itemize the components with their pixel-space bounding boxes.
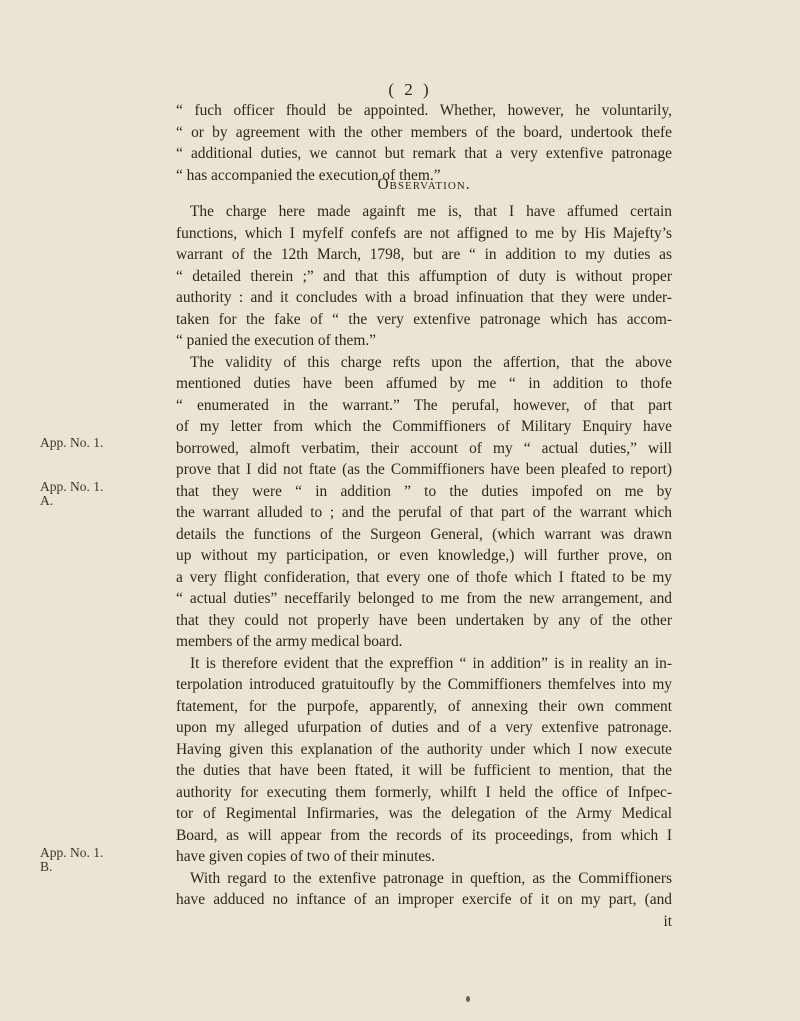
body-line: members of the army medical board. xyxy=(176,633,403,650)
body-line: “ actual duties” neceffarily belonged to me from the new arrangement, and xyxy=(176,590,672,607)
body-line: It is therefore evident that the expreffion “ in addition” is in reality an in- xyxy=(190,654,672,672)
body-line: mentioned duties have been affumed by me “ in addition to thofe xyxy=(176,375,672,392)
margin-note-line: App. No. 1. xyxy=(40,435,104,450)
body-line: “ panied the execution of them.” xyxy=(176,332,376,349)
body-line: With regard to the extenfive patronage in queftion, as the Commiffioners xyxy=(190,869,672,887)
body-line: up without my participation, or even knowledge,) will further prove, on xyxy=(176,547,672,564)
margin-note xyxy=(40,480,103,508)
margin-note xyxy=(40,846,103,874)
ink-blot xyxy=(466,996,470,1002)
quote-line: “ has accompanied the execution of them.” xyxy=(176,166,441,184)
quote-block xyxy=(176,100,672,186)
body-line: that they could not properly have been undertaken by any of the other xyxy=(176,611,672,629)
body-line: ftatement, for the purpofe, apparently, of annexing their own comment xyxy=(176,697,672,715)
body-line: have adduced no inftance of an improper exercife of it on my part, (and xyxy=(176,891,672,908)
body-line: that they were “ in addition ” to the duties impofed on me by xyxy=(176,482,672,500)
body-line: tor of Regimental Infirmaries, was the delegation of the Army Medical xyxy=(176,805,672,822)
body-line: terpolation introduced gratuitoufly by the Commiffioners themfelves into my xyxy=(176,676,672,693)
margin-note-line: A. xyxy=(40,493,54,508)
body-line: Having given this explanation of the authority under which I now execute xyxy=(176,740,672,758)
quote-line: “ fuch officer fhould be appointed. Whether, however, he voluntarily, xyxy=(176,102,672,119)
quote-line: “ or by agreement with the other members of the board, undertook thefe xyxy=(176,123,672,141)
catchword: it xyxy=(663,912,672,930)
body-line: The validity of this charge refts upon the affertion, that the above xyxy=(190,353,672,371)
body-line: taken for the fake of “ the very extenfive patronage which has accom- xyxy=(176,310,672,328)
body-line: warrant of the 12th March, 1798, but are “ in addition to my duties as xyxy=(176,246,672,263)
margin-note-line: App. No. 1. xyxy=(40,479,104,494)
body-line: the duties that have been ftated, it will be fufficient to mention, that the xyxy=(176,762,672,779)
section-heading: Observation. xyxy=(377,176,471,193)
body-line: “ detailed therein ;” and that this affumption of duty is without proper xyxy=(176,267,672,285)
body-line: prove that I did not ftate (as the Commiffioners have been pleafed to report) xyxy=(176,461,672,478)
quote-line: “ additional duties, we cannot but remark that a very extenfive patronage xyxy=(176,145,672,162)
body-line: the warrant alluded to ; and the perufal of that part of the warrant which xyxy=(176,504,672,521)
body-line: borrowed, almoft verbatim, their account of my “ actual duties,” will xyxy=(176,439,672,457)
body-line: “ enumerated in the warrant.” The perufal, however, of that part xyxy=(176,396,672,414)
body-line: The charge here made againft me is, that I have affumed certain xyxy=(190,203,672,220)
body-line: upon my alleged ufurpation of duties and of a very extenfive patronage. xyxy=(176,719,672,736)
body-line: authority for executing them formerly, whilft I held the office of Infpec- xyxy=(176,783,672,801)
body-line: Board, as will appear from the records of its proceedings, from which I xyxy=(176,826,672,844)
body-line: of my letter from which the Commiffioners of Military Enquiry have xyxy=(176,418,672,435)
body-line: a very flight confideration, that every one of thofe which I ftated to be my xyxy=(176,568,672,586)
body-line: have given copies of two of their minutes. xyxy=(176,848,436,865)
body-text xyxy=(176,201,672,932)
margin-note-line: App. No. 1. xyxy=(40,845,104,860)
margin-note-line: B. xyxy=(40,859,53,874)
margin-note xyxy=(40,436,103,450)
page-number: ( 2 ) xyxy=(388,80,432,99)
body-line: details the functions of the Surgeon General, (which warrant was drawn xyxy=(176,525,672,543)
body-line: functions, which I myfelf confefs are not affigned to me by His Majefty’s xyxy=(176,224,672,242)
body-line: authority : and it concludes with a broad infinuation that they were under- xyxy=(176,289,672,306)
